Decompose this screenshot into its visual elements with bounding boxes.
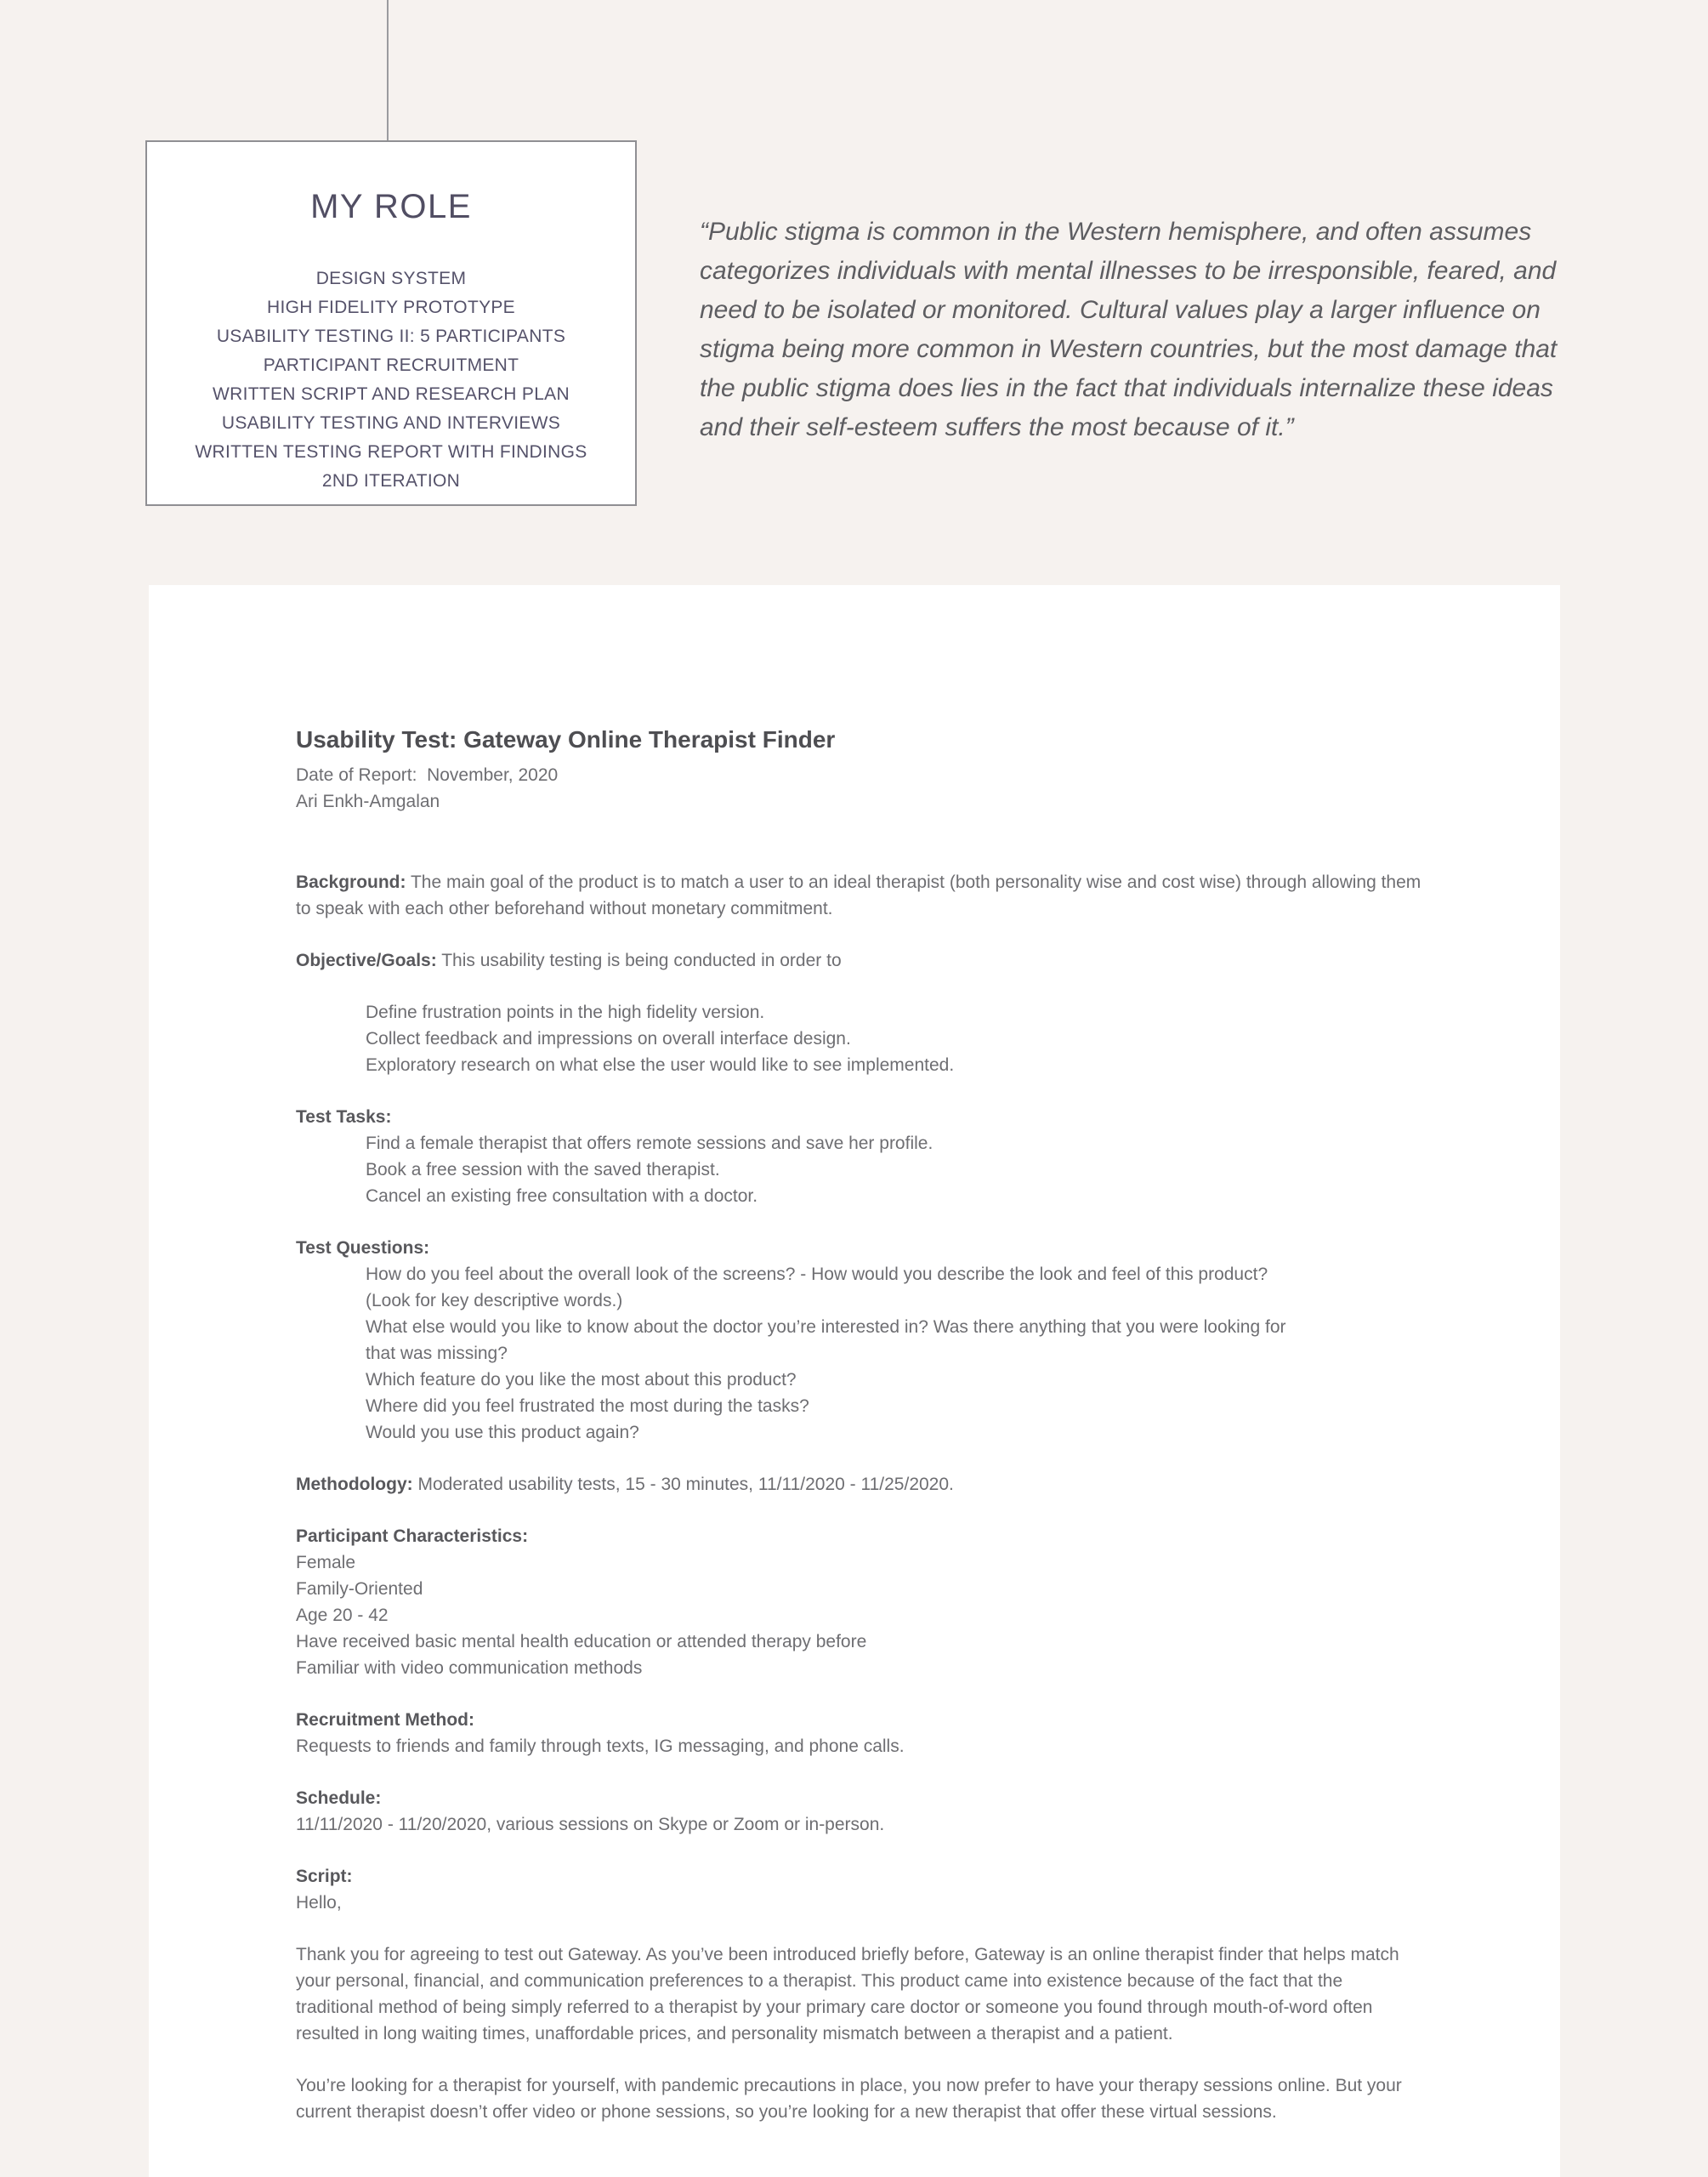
quote-line: stigma being more common in Western countries, but the most damage that	[700, 335, 1558, 363]
report-body	[296, 869, 1475, 2125]
text-line: What else would you like to know about the doctor you’re interested in? Was there anything that you were looking for	[366, 1317, 1286, 1337]
text-line: How do you feel about the overall look of the screens? - How would you describe the look and feel of this product?	[366, 1265, 1268, 1284]
text-line	[296, 1235, 1475, 1261]
section-label: Test Tasks:	[296, 1107, 392, 1127]
report-section	[296, 1863, 1475, 1916]
text-line	[296, 1523, 1475, 1549]
section-label: Background:	[296, 873, 406, 892]
report-section	[296, 999, 1475, 1078]
section-label: Recruitment Method:	[296, 1710, 474, 1730]
text-line: Cancel an existing free consultation with a doctor.	[366, 1186, 758, 1206]
report-section	[296, 869, 1475, 922]
text-line: Methodology: Moderated usability tests, 15 - 30 minutes, 11/11/2020 - 11/25/2020.	[296, 1475, 954, 1494]
report-section	[296, 1707, 1475, 1759]
report-section	[296, 2072, 1475, 2125]
report-section	[296, 1785, 1475, 1838]
text-line: traditional method of being simply referred to a therapist by your primary care doctor or someone you found through mouth-of-word often	[296, 1998, 1373, 2017]
text-line: Requests to friends and family through texts, IG messaging, and phone calls.	[296, 1736, 905, 1756]
text-line: your personal, financial, and communication preferences to a therapist. This product came into existence because of the fact that the	[296, 1971, 1343, 1991]
text-line: Would you use this product again?	[366, 1423, 639, 1442]
report-author: Ari Enkh-Amgalan	[296, 792, 440, 811]
text-line: Objective/Goals: This usability testing is being conducted in order to	[296, 951, 842, 970]
report-title: Usability Test: Gateway Online Therapist Finder	[296, 726, 836, 753]
text-line	[296, 1104, 1475, 1130]
text-line: You’re looking for a therapist for yourself, with pandemic precautions in place, you now prefer to have your therapy sessions online. But your	[296, 2076, 1402, 2095]
report-section	[296, 1941, 1475, 2047]
text-line: Familiar with video communication methods	[296, 1658, 643, 1678]
report-section	[296, 947, 1475, 974]
text-line	[296, 1863, 1475, 1890]
report-section	[296, 1104, 1475, 1209]
section-label: Schedule:	[296, 1788, 382, 1808]
text-line: Hello,	[296, 1893, 342, 1913]
report-card	[149, 585, 1560, 2177]
quote-line: need to be isolated or monitored. Cultural values play a larger influence on	[700, 296, 1541, 324]
section-label: Methodology:	[296, 1475, 413, 1494]
role-item: HIGH FIDELITY PROTOTYPE	[266, 298, 515, 317]
role-item: WRITTEN SCRIPT AND RESEARCH PLAN	[213, 384, 570, 404]
report-date: Date of Report: November, 2020	[296, 765, 559, 785]
quote-line: “Public stigma is common in the Western hemisphere, and often assumes	[700, 218, 1532, 246]
text-line: Where did you feel frustrated the most during the tasks?	[366, 1396, 809, 1416]
report-section	[296, 1471, 1475, 1498]
text-line: that was missing?	[366, 1344, 508, 1363]
text-line: Background: The main goal of the product is to match a user to an ideal therapist (both personality wise and cost wise) through allowing them	[296, 873, 1421, 892]
text-line: Collect feedback and impressions on overall interface design.	[366, 1029, 851, 1049]
text-line: Thank you for agreeing to test out Gateway. As you’ve been introduced briefly before, Gateway is an online therapist finder that helps match	[296, 1945, 1399, 1964]
text-line: (Look for key descriptive words.)	[366, 1291, 623, 1310]
quote-line: categorizes individuals with mental illnesses to be irresponsible, feared, and	[700, 257, 1557, 285]
role-item: USABILITY TESTING II: 5 PARTICIPANTS	[216, 327, 566, 346]
role-item: PARTICIPANT RECRUITMENT	[263, 355, 519, 375]
text-line: Have received basic mental health education or attended therapy before	[296, 1632, 867, 1651]
text-line: Which feature do you like the most about this product?	[366, 1370, 797, 1390]
role-item: USABILITY TESTING AND INTERVIEWS	[221, 413, 561, 433]
stigma-quote	[700, 213, 1601, 447]
text-line: Exploratory research on what else the user would like to see implemented.	[366, 1055, 955, 1075]
top-divider-line	[387, 0, 389, 141]
role-list	[147, 264, 635, 496]
report-section	[296, 1523, 1475, 1681]
my-role-card	[145, 140, 637, 506]
section-label: Participant Characteristics:	[296, 1526, 529, 1546]
section-label: Objective/Goals:	[296, 951, 437, 970]
text-line: current therapist doesn’t offer video or phone sessions, so you’re looking for a new therapist that offer these virtual sessions.	[296, 2102, 1277, 2122]
report-section	[296, 1235, 1475, 1446]
text-line: 11/11/2020 - 11/20/2020, various sessions on Skype or Zoom or in-person.	[296, 1815, 885, 1834]
text-line	[296, 1707, 1475, 1733]
text-line: Book a free session with the saved therapist.	[366, 1160, 720, 1179]
quote-line: the public stigma does lies in the fact that individuals internalize these ideas	[700, 374, 1553, 402]
section-label: Script:	[296, 1867, 353, 1886]
text-line: resulted in long waiting times, unaffordable prices, and personality mismatch between a therapist and a patient.	[296, 2024, 1173, 2043]
text-line: to speak with each other beforehand without monetary commitment.	[296, 899, 833, 918]
role-title: MY ROLE	[310, 188, 472, 225]
text-line: Find a female therapist that offers remote sessions and save her profile.	[366, 1134, 933, 1153]
text-line: Female	[296, 1553, 356, 1572]
text-line	[296, 1785, 1475, 1811]
role-item: WRITTEN TESTING REPORT WITH FINDINGS	[195, 442, 587, 462]
text-line: Family-Oriented	[296, 1579, 423, 1599]
text-line: Define frustration points in the high fidelity version.	[366, 1003, 765, 1022]
role-item: 2ND ITERATION	[321, 471, 461, 491]
role-item: DESIGN SYSTEM	[315, 269, 467, 288]
section-label: Test Questions:	[296, 1238, 430, 1258]
text-line: Age 20 - 42	[296, 1606, 389, 1625]
quote-line: and their self-esteem suffers the most because of it.”	[700, 413, 1294, 441]
